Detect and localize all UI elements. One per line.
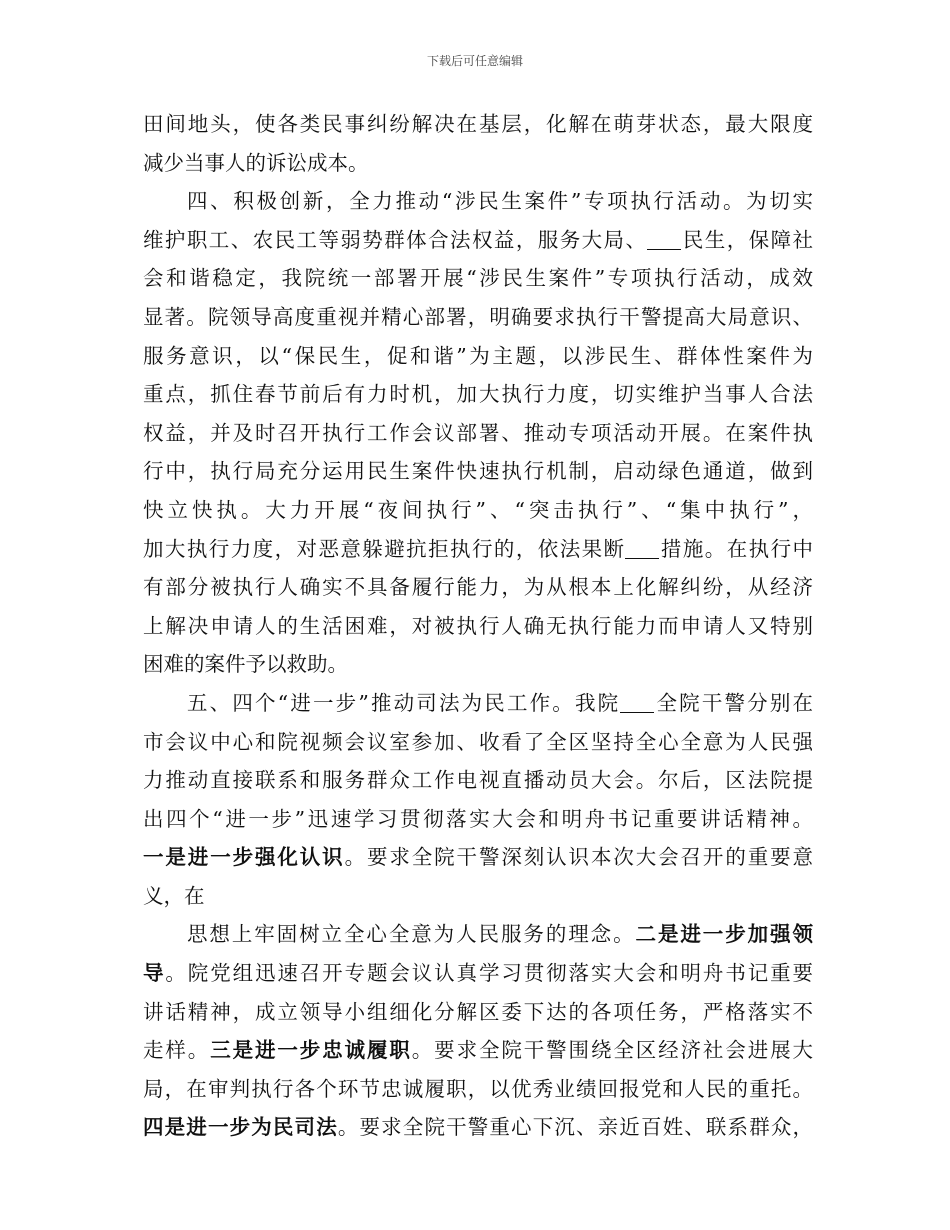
text-segment: 重点，抓住春节前后有力时机，加大执行力度，切实维护当事人合法 <box>143 382 813 407</box>
bold-text: 三是进一步忠诚履职 <box>210 1038 412 1063</box>
text-line <box>143 221 813 260</box>
text-segment: 出四个“进一步”迅速学习贯彻落实大会和明舟书记重要讲话精神。 <box>143 806 813 831</box>
text-line <box>143 491 813 530</box>
text-segment: 义，在 <box>143 883 205 908</box>
text-segment: 有部分被执行人确实不具备履行能力，为从根本上化解纠纷，从经济 <box>143 575 813 600</box>
text-segment: 困难的案件予以救助。 <box>143 652 348 677</box>
text-segment: 权益，并及时召开执行工作会议部署、推动专项活动开展。在案件执 <box>143 420 813 445</box>
text-line <box>143 761 813 800</box>
text-line <box>143 375 813 414</box>
text-segment: 加大执行力度，对恶意躲避抗拒执行的，依法果断 <box>143 536 626 561</box>
text-line <box>143 1108 813 1147</box>
text-segment: 服务意识，以“保民生，促和谐”为主题，以涉民生、群体性案件为 <box>143 343 813 368</box>
text-line <box>143 337 813 376</box>
text-segment: 思想上牢固树立全心全意为人民服务的理念。 <box>187 922 636 947</box>
blank-underline <box>620 692 654 713</box>
text-segment: 。要求全院干警重心下沉、亲近百姓、联系群众， <box>337 1115 813 1140</box>
blank-underline <box>647 229 681 250</box>
text-segment: 民生，保障社 <box>681 227 813 252</box>
text-segment: 。要求全院干警围绕全区经济社会进展大 <box>411 1038 813 1063</box>
text-segment: 会和谐稳定，我院统一部署开展“涉民生案件”专项执行活动，成效 <box>143 266 813 291</box>
text-segment: 。院党组迅速召开专题会议认真学习贯彻落实大会和明舟书记重要 <box>165 961 813 986</box>
text-segment: 全院干警分别在 <box>654 690 813 715</box>
text-line <box>143 915 813 954</box>
text-segment: 维护职工、农民工等弱势群体合法权益，服务大局、 <box>143 227 648 252</box>
text-segment: 措施。在执行中 <box>659 536 813 561</box>
text-segment: 四、积极创新，全力推动“涉民生案件”专项执行活动。为切实 <box>187 189 813 214</box>
text-line <box>143 607 813 646</box>
text-line <box>143 684 813 723</box>
text-line <box>143 723 813 762</box>
text-segment: 田间地头，使各类民事纠纷解决在基层，化解在萌芽状态，最大限度 <box>143 112 813 136</box>
bold-text: 四是进一步为民司法 <box>143 1115 338 1140</box>
text-segment: 讲话精神，成立领导小组细化分解区委下达的各项任务，严格落实不 <box>143 999 813 1024</box>
text-segment: 局，在审判执行各个环节忠诚履职，以优秀业绩回报党和人民的重托。 <box>143 1076 813 1101</box>
text-line <box>143 645 813 684</box>
text-line <box>143 298 813 337</box>
text-line <box>143 452 813 491</box>
bold-text: 二是进一步加强领 <box>635 922 813 947</box>
text-line <box>143 838 813 877</box>
text-line <box>143 530 813 569</box>
text-segment: 显著。院领导高度重视并精心部署，明确要求执行干警提高大局意识、 <box>143 304 813 329</box>
text-segment: 走样。 <box>143 1038 211 1063</box>
text-line <box>143 568 813 607</box>
text-line <box>143 954 813 993</box>
blank-underline <box>625 538 659 559</box>
text-line <box>143 1031 813 1070</box>
page-header: 下载后可任意编辑 <box>426 54 523 68</box>
text-segment: 五、四个“进一步”推动司法为民工作。我院 <box>187 690 621 715</box>
text-line <box>143 105 813 144</box>
text-line <box>143 182 813 221</box>
text-line <box>143 1070 813 1109</box>
text-line <box>143 800 813 839</box>
text-segment: 市会议中心和院视频会议室参加、收看了全区坚持全心全意为人民强 <box>143 729 813 754</box>
text-line <box>143 877 813 916</box>
text-segment: 减少当事人的诉讼成本。 <box>143 150 369 175</box>
text-segment: 。要求全院干警深刻认识本次大会召开的重要意 <box>344 845 813 870</box>
text-line <box>143 259 813 298</box>
text-segment: 上解决申请人的生活困难，对被执行人确无执行能力而申请人又特别 <box>143 613 813 638</box>
text-segment: 行中，执行局充分运用民生案件快速执行机制，启动绿色通道，做到 <box>143 459 813 484</box>
text-segment: 力推动直接联系和服务群众工作电视直播动员大会。尔后，区法院提 <box>143 768 813 793</box>
bold-text: 一是进一步强化认识 <box>143 845 345 870</box>
text-line <box>143 144 813 183</box>
text-line <box>143 993 813 1032</box>
text-line <box>143 414 813 453</box>
text-segment: 快立快执。大力开展“夜间执行”、“突击执行”、“集中执行”， <box>143 497 813 522</box>
document-body <box>143 105 813 1147</box>
bold-text: 导 <box>143 961 166 986</box>
